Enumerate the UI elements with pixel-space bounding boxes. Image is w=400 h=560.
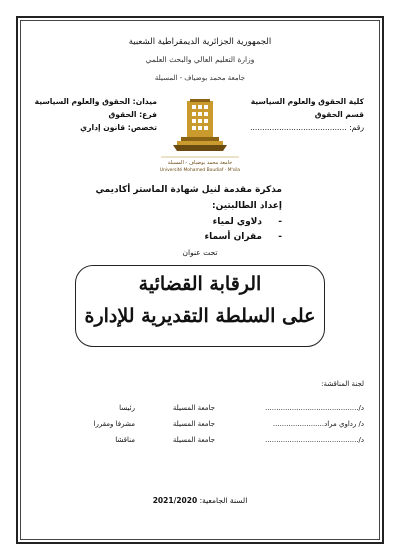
header-ministry: وزارة التعليم العالي والبحث العلمي (145, 55, 255, 64)
field-label: ميدان: الحقوق والعلوم السياسية (34, 97, 157, 106)
faculty-name: كلية الحقوق والعلوم السياسية (250, 97, 364, 106)
academic-year-label: السنة الجامعية: (199, 496, 248, 505)
record-number: رقم: ........................................ (250, 123, 364, 132)
under-title-label: تحت عنوان (182, 248, 218, 257)
header-university: جامعة محمد بوضياف - المسيلة (154, 74, 246, 82)
committee-label: لجنة المناقشة: (321, 380, 364, 388)
committee-member-2-role: مشرفا ومقررا (93, 420, 135, 428)
student-1-dash: - (278, 217, 282, 227)
thesis-title-line-1: الرقابة القضائية (138, 273, 262, 295)
academic-year-value: 2021/2020 (152, 496, 198, 505)
student-1: دلاوي لمياء (212, 217, 262, 227)
specialty-label: تخصص: قانون إداري (80, 123, 157, 132)
thesis-title-line-2: على السلطة التقديرية للإدارة (84, 305, 316, 327)
committee-member-2-university: جامعة المسيلة (172, 420, 215, 428)
committee-member-1-role: رئيسا (119, 404, 135, 412)
student-2: مقران أسماء (204, 232, 262, 242)
memo-description: مذكرة مقدمة لنيل شهادة الماستر أكاديمي (95, 185, 282, 195)
committee-member-3-name: د/.......................................... (265, 436, 364, 444)
committee-member-3-role: مناقشا (115, 436, 135, 444)
tower-icon (173, 99, 227, 151)
logo-caption-ar: جامعة محمد بوضياف - المسيلة (167, 160, 233, 166)
header-republic: الجمهورية الجزائرية الديمقراطية الشعبية (128, 37, 272, 47)
committee-member-1-name: د/.......................................... (265, 404, 364, 412)
committee-member-1-university: جامعة المسيلة (172, 404, 215, 412)
logo-caption-en: Université Mohamed Boudiaf - M'sila (159, 168, 241, 173)
branch-label: فرع: الحقوق (108, 110, 157, 119)
student-2-dash: - (278, 232, 282, 242)
department-name: قسم الحقوق (314, 110, 364, 119)
academic-year (0, 497, 400, 505)
prepared-by: إعداد الطالبتين: (212, 201, 282, 211)
university-logo (155, 95, 245, 177)
committee-member-3-university: جامعة المسيلة (172, 436, 215, 444)
committee-member-2-name: د/ رداوي مراد....................... (272, 420, 364, 428)
